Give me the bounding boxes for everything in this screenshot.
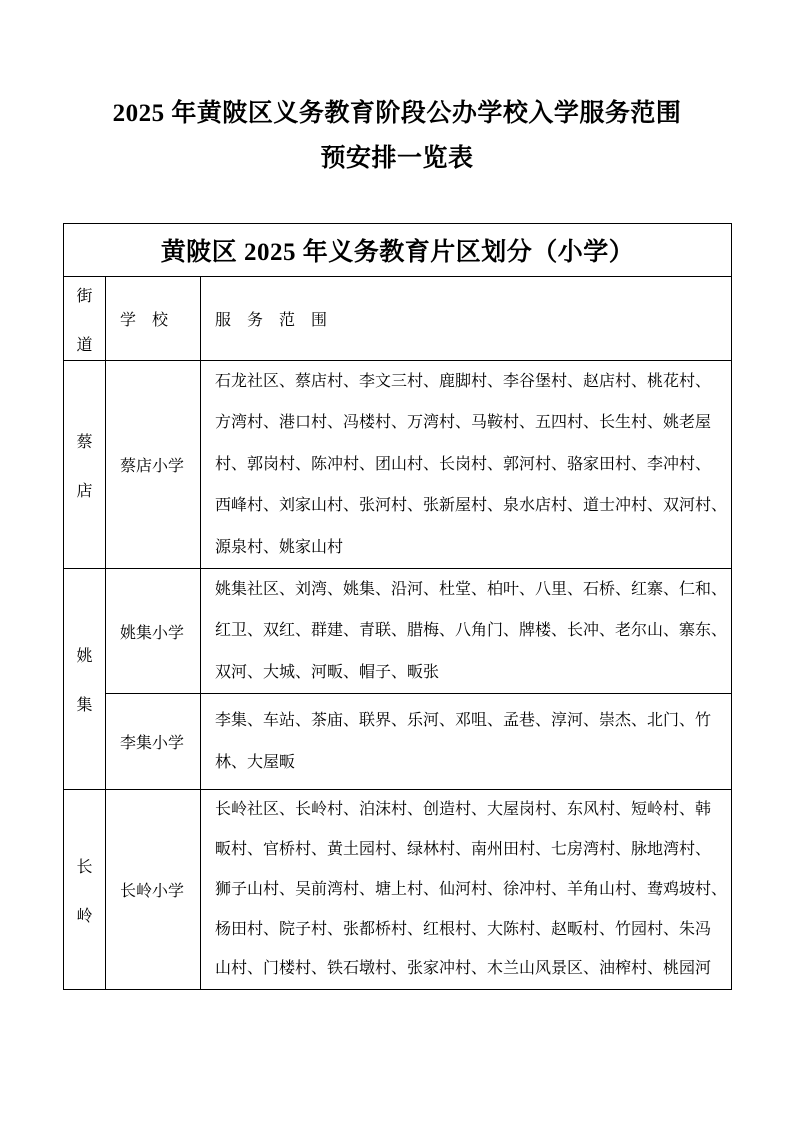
service-line: 畈村、官桥村、黄土园村、绿林村、南州田村、七房湾村、脉地湾村、: [215, 841, 712, 859]
table-caption: 黄陂区 2025 年义务教育片区划分（小学）: [64, 224, 732, 277]
street-char: 店: [76, 482, 93, 500]
service-line: 杨田村、院子村、张都桥村、红根村、大陈村、赵畈村、竹园村、朱冯: [215, 920, 712, 938]
column-header-street: [64, 277, 106, 361]
table-row-yaoji: [64, 569, 732, 694]
title-line-2: 预安排一览表: [320, 145, 474, 172]
street-header-char: 街: [76, 287, 93, 305]
table-row-caidian: [64, 361, 732, 569]
street-char: 姚: [76, 648, 93, 666]
service-line: 红卫、双红、群建、青联、腊梅、八角门、牌楼、长冲、老尔山、寨东、: [215, 622, 728, 640]
service-line: 村、郭岗村、陈冲村、团山村、长岗村、郭河村、骆家田村、李冲村、: [215, 455, 712, 473]
service-line: 方湾村、港口村、冯楼村、万湾村、马鞍村、五四村、长生村、姚老屋: [215, 414, 712, 432]
range-cell-changling: [201, 790, 732, 990]
service-line: 长岭社区、长岭村、泊沫村、创造村、大屋岗村、东风村、短岭村、韩: [215, 801, 712, 819]
street-cell-yaoji: [64, 569, 106, 790]
column-header-range: 服 务 范 围: [201, 277, 732, 361]
range-cell-caidian: [201, 361, 732, 569]
range-cell-yaoji: [201, 569, 732, 694]
column-header-row: [64, 277, 732, 361]
street-char: 集: [76, 697, 93, 715]
table-caption-row: [64, 224, 732, 277]
school-cell-caidian: 蔡店小学: [106, 361, 201, 569]
table-row-changling: [64, 790, 732, 990]
service-line: 双河、大城、河畈、帽子、畈张: [215, 663, 440, 681]
school-cell-liji: 李集小学: [106, 694, 201, 790]
document-title: [0, 91, 794, 181]
column-header-school: 学 校: [106, 277, 201, 361]
street-char: 蔡: [76, 433, 93, 451]
street-cell-caidian: [64, 361, 106, 569]
title-line-1: 2025 年黄陂区义务教育阶段公办学校入学服务范围: [112, 100, 682, 127]
street-header-char: 道: [76, 336, 93, 354]
service-line: 李集、车站、茶庙、联界、乐河、邓咀、孟巷、淳河、崇杰、北门、竹: [215, 712, 712, 730]
street-vertical-text: [64, 429, 105, 501]
service-line: 林、大屋畈: [215, 753, 296, 771]
service-line: 石龙社区、蔡店村、李文三村、鹿脚村、李谷堡村、赵店村、桃花村、: [215, 373, 712, 390]
school-cell-changling: 长岭小学: [106, 790, 201, 990]
table-row-liji: [64, 694, 732, 790]
service-line: 狮子山村、吴前湾村、塘上村、仙河村、徐冲村、羊角山村、鸯鸡坡村、: [215, 880, 728, 898]
zone-table: [63, 223, 732, 990]
street-vertical-text: [64, 854, 105, 926]
service-line: 山村、门楼村、铁石墩村、张家冲村、木兰山风景区、油榨村、桃园河: [215, 960, 712, 978]
school-cell-yaoji: 姚集小学: [106, 569, 201, 694]
street-header-vertical-text: [64, 283, 105, 355]
street-cell-changling: [64, 790, 106, 990]
street-vertical-text: [64, 643, 105, 715]
service-line: 姚集社区、刘湾、姚集、沿河、杜堂、柏叶、八里、石桥、红寨、仁和、: [215, 581, 728, 599]
range-cell-liji: [201, 694, 732, 790]
street-char: 岭: [76, 907, 93, 925]
service-line: 西峰村、刘家山村、张河村、张新屋村、泉水店村、道士冲村、双河村、: [215, 497, 728, 515]
street-char: 长: [76, 858, 93, 876]
service-line: 源泉村、姚家山村: [215, 538, 344, 556]
